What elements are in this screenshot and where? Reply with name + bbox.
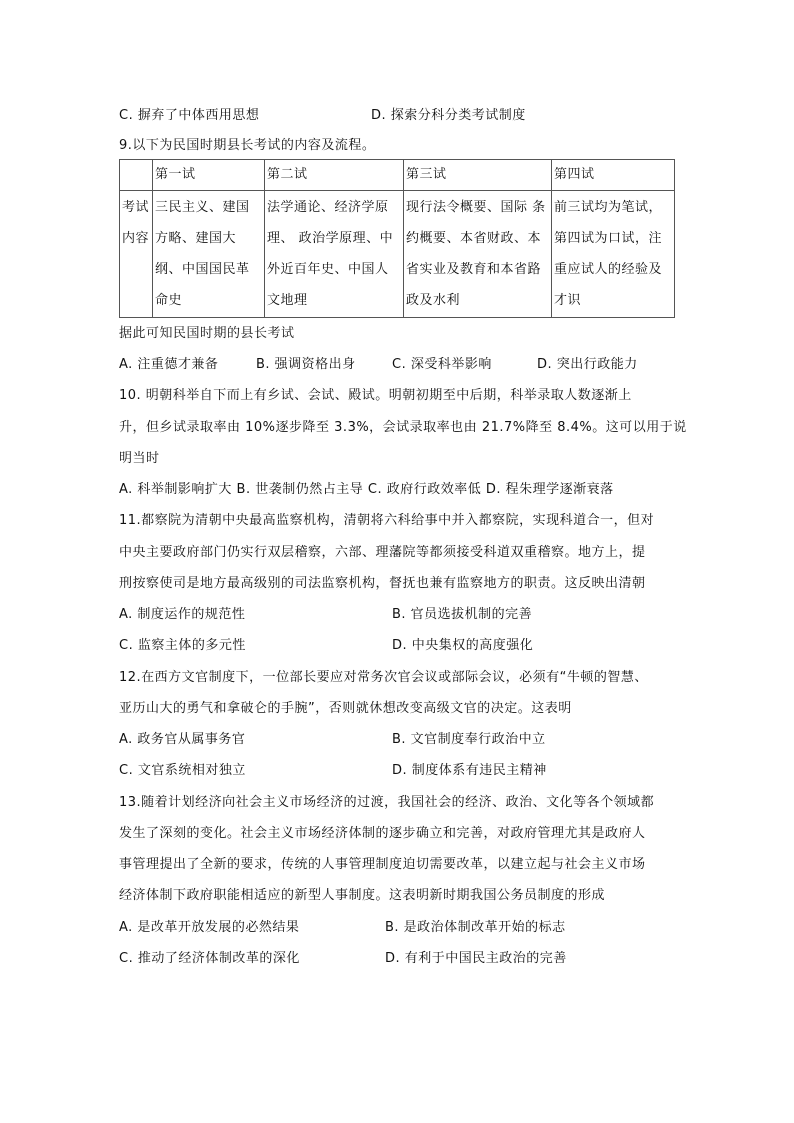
q10-options: A. 科举制影响扩大 B. 世袭制仍然占主导 C. 政府行政效率低 D. 程朱理学逐渐衰落 xyxy=(119,482,614,497)
cell-first-test xyxy=(153,191,265,318)
q11-option-c: C. 监察主体的多元性 xyxy=(119,638,246,653)
row-label-line: 考试 xyxy=(122,200,150,215)
exam-table xyxy=(119,159,675,318)
q8-option-d: D. 探索分科分类考试制度 xyxy=(371,108,526,123)
header-third-test: 第三试 xyxy=(404,160,552,191)
q13-line-4: 经济体制下政府职能相适应的新型人事制度。这表明新时期我国公务员制度的形成 xyxy=(119,888,606,903)
q11-line-1: 11.都察院为清朝中央最高监察机构，清朝将六科给事中并入都察院，实现科道合一，但对 xyxy=(119,513,655,528)
q12-option-b: B. 文官制度奉行政治中立 xyxy=(392,732,546,747)
q11-option-d: D. 中央集权的高度强化 xyxy=(392,638,534,653)
cell-line: 方略、建国大 xyxy=(155,231,237,246)
row-label-line: 内容 xyxy=(122,231,150,246)
cell-line: 理、 政治学原理、中 xyxy=(267,231,394,246)
q11-line-2: 中央主要政府部门仍实行双层稽察，六部、理藩院等都须接受科道双重稽察。地方上，提 xyxy=(119,545,646,560)
q13-line-1: 13.随着计划经济向社会主义市场经济的过渡，我国社会的经济、政治、文化等各个领域都 xyxy=(119,795,655,810)
q13-line-3: 事管理提出了全新的要求，传统的人事管理制度迫切需要改革，以建立起与社会主义市场 xyxy=(119,857,646,872)
cell-line: 才识 xyxy=(554,293,582,308)
q9-option-c: C. 深受科举影响 xyxy=(392,357,492,372)
q9-option-d: D. 突出行政能力 xyxy=(537,357,638,372)
cell-line: 纲、中国国民革 xyxy=(155,262,250,277)
cell-line: 三民主义、建国 xyxy=(155,200,250,215)
row-label-cell xyxy=(120,191,153,318)
q13-option-b: B. 是政治体制改革开始的标志 xyxy=(385,920,566,935)
q12-line-1: 12.在西方文官制度下，一位部长要应对常务次官会议或部际会议，必须有“牛顿的智慧、 xyxy=(119,670,648,685)
header-fourth-test: 第四试 xyxy=(552,160,675,191)
table-header-row xyxy=(120,160,675,191)
q11-option-b: B. 官员选拔机制的完善 xyxy=(392,607,533,622)
q13-option-a: A. 是改革开放发展的必然结果 xyxy=(119,920,300,935)
table-corner-cell xyxy=(120,160,153,191)
q12-line-2: 亚历山大的勇气和拿破仑的手腕”，否则就休想改变高级文官的决定。这表明 xyxy=(119,701,572,716)
q12-option-c: C. 文官系统相对独立 xyxy=(119,763,246,778)
q10-line-1: 10. 明朝科举自下而上有乡试、会试、殿试。明朝初期至中后期，科举录取人数逐渐上 xyxy=(119,388,632,403)
q8-option-c: C. 摒弃了中体西用思想 xyxy=(119,108,260,123)
cell-line: 政及水利 xyxy=(406,293,461,308)
q9-option-a: A. 注重德才兼备 xyxy=(119,357,219,372)
q11-option-a: A. 制度运作的规范性 xyxy=(119,607,246,622)
cell-line: 第四试为口试，注 xyxy=(554,231,663,246)
cell-line: 命史 xyxy=(155,293,183,308)
cell-line: 法学通论、经济学原 xyxy=(267,200,389,215)
cell-line: 重应试人的经验及 xyxy=(554,262,663,277)
cell-second-test xyxy=(265,191,404,318)
header-first-test: 第一试 xyxy=(153,160,265,191)
cell-line: 约概要、本省财政、本 xyxy=(406,231,542,246)
cell-line: 现行法令概要、国际 条 xyxy=(406,200,546,215)
q9-stem: 9.以下为民国时期县长考试的内容及流程。 xyxy=(119,138,376,153)
q13-line-2: 发生了深刻的变化。社会主义市场经济体制的逐步确立和完善，对政府管理尤其是政府人 xyxy=(119,826,646,841)
cell-line: 文地理 xyxy=(267,293,308,308)
cell-line: 省实业及教育和本省路 xyxy=(406,262,542,277)
q11-line-3: 刑按察使司是地方最高级别的司法监察机构，督抚也兼有监察地方的职责。这反映出清朝 xyxy=(119,576,646,591)
q10-line-3: 明当时 xyxy=(119,451,160,466)
cell-fourth-test xyxy=(552,191,675,318)
q12-option-d: D. 制度体系有违民主精神 xyxy=(392,763,547,778)
q10-line-2: 升，但乡试录取率由 10%逐步降至 3.3%，会试录取率也由 21.7%降至 8.4%。这可以用于说 xyxy=(119,420,687,435)
q13-option-c: C. 推动了经济体制改革的深化 xyxy=(119,951,300,966)
q13-option-d: D. 有利于中国民主政治的完善 xyxy=(385,951,567,966)
q9-option-b: B. 强调资格出身 xyxy=(256,357,356,372)
table-row xyxy=(120,191,675,318)
q9-question: 据此可知民国时期的县长考试 xyxy=(119,326,295,341)
cell-line: 外近百年史、中国人 xyxy=(267,262,389,277)
header-second-test: 第二试 xyxy=(265,160,404,191)
cell-third-test xyxy=(404,191,552,318)
cell-line: 前三试均为笔试， xyxy=(554,200,663,215)
q12-option-a: A. 政务官从属事务官 xyxy=(119,732,246,747)
